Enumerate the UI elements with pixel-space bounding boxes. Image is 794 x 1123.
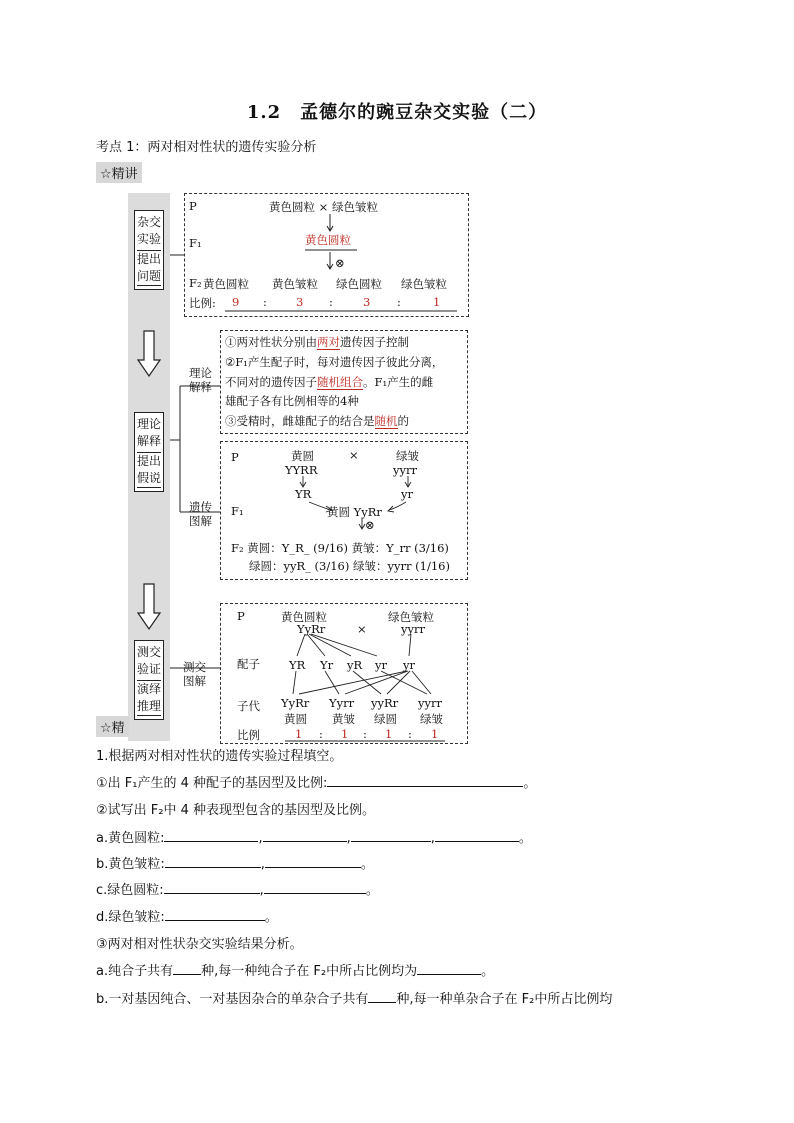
crossing-experiment-box: P 黄色圆粒 × 绿色皱粒 F₁ 黄色圆粒 ⊗ F₂ 黄色圆粒 黄色皱粒 绿色圆粒 绿色皱粒 比例: 9 : 3 : 3 : 1 — [184, 193, 469, 317]
page-title: 1.2 孟德尔的豌豆杂交实验（二） — [246, 102, 548, 123]
answer-blank[interactable] — [164, 829, 258, 842]
question-d: d.绿色皱粒: 。 — [96, 910, 278, 925]
stage-box-theory: 理论 解释 提出 假说 — [134, 412, 164, 492]
answer-blank[interactable] — [265, 855, 361, 868]
answer-blank[interactable] — [165, 855, 261, 868]
jing-tag: ☆精 — [96, 716, 129, 737]
answer-blank[interactable] — [173, 962, 201, 975]
arrow-down-icon — [325, 252, 335, 270]
arrow-down-icon — [325, 214, 335, 232]
underline — [305, 249, 357, 251]
question-gametes: ①出 F₁产生的 4 种配子的基因型及比例: 。 — [96, 776, 537, 791]
stage-box-crossing: 杂交 实验 提出 问题 — [134, 210, 164, 290]
stage-box-testcross: 测交 验证 演绎 推理 — [134, 640, 164, 720]
genetic-diagram-box: P 黄圆 × 绿皱 YYRR yyrr YR yr F₁ 黄圆 YyRr ⊗ F₂ 黄圆：Y_R_ (9/16) 黄皱：Y_rr (3/16) 绿圆：yyR_ (3/16) 绿皱：yyrr (1/16) — [220, 441, 468, 580]
underline — [225, 310, 457, 312]
question-b: b.黄色皱粒: , 。 — [96, 857, 374, 872]
question-a: a.黄色圆粒: , , , 。 — [96, 831, 532, 846]
answer-blank[interactable] — [368, 990, 396, 1003]
label-testcross-diagram: 测交 图解 — [183, 660, 206, 688]
jingjiang-tag: ☆精讲 — [96, 162, 142, 183]
question-c: c.绿色圆粒: , 。 — [96, 883, 379, 898]
testcross-arrows — [221, 604, 467, 743]
question-homozygous: a.纯合子共有 种,每一种纯合子在 F₂中所占比例均为 。 — [96, 964, 495, 979]
parent-cross: 黄色圆粒 × 绿色皱粒 — [269, 200, 378, 214]
answer-blank[interactable] — [263, 829, 347, 842]
theory-explanation-box: ①两对性状分别由两对遗传因子控制 ②F₁产生配子时，每对遗传因子彼此分离， 不同对的遗传因子随机组合。F₁产生的雌 雄配子各有比例相等的4种 ③受精时，雌雄配子的结合是随机的 — [220, 330, 468, 434]
answer-blank[interactable] — [164, 881, 260, 894]
f1-phenotype: 黄色圆粒 — [305, 233, 351, 247]
answer-blank[interactable] — [165, 908, 265, 921]
testcross-diagram-box: P 黄色圆粒 绿色皱粒 YyRr × yyrr 配子 YR Yr yR yr yr 子代 YyRr Yyrr yyRr yyrr 黄圆 黄皱 绿圆 绿皱 比例 1 : 1 : 1 : 1 — [220, 603, 468, 744]
answer-blank[interactable] — [327, 774, 523, 787]
self-cross-icon: ⊗ — [335, 256, 345, 270]
answer-blank[interactable] — [264, 881, 366, 894]
question-analysis: ③两对相对性状杂交实验结果分析。 — [96, 937, 303, 952]
label-theory: 理论 解释 — [189, 366, 212, 394]
answer-blank[interactable] — [417, 962, 481, 975]
label-genetic-diagram: 遗传 图解 — [189, 500, 212, 528]
question-f2-genotypes: ②试写出 F₂中 4 种表现型包含的基因型及比例。 — [96, 803, 376, 818]
question-1: 1.根据两对相对性状的遗传实验过程填空。 — [96, 749, 343, 764]
answer-blank[interactable] — [435, 829, 519, 842]
question-single-heterozygous: b.一对基因纯合、一对基因杂合的单杂合子共有 种,每一种单杂合子在 F₂中所占比例均 — [96, 992, 613, 1007]
self-cross-icon: ⊗ — [365, 518, 375, 532]
answer-blank[interactable] — [351, 829, 431, 842]
section-heading: 考点 1：两对相对性状的遗传实验分析 — [96, 140, 317, 155]
